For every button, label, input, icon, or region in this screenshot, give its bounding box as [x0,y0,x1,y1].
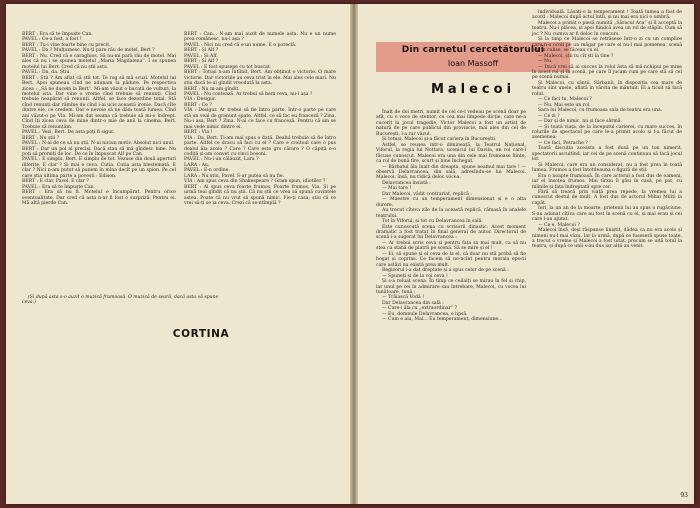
paragraph: BERT : Via ! [184,130,213,136]
paragraph: PAVEL : E fost spusepe cu tot buscat. [184,64,272,70]
closing-title: CORTINA [172,328,230,340]
paragraph: BERT : Era să te împuște Can. [22,32,93,37]
paragraph: — Bărbatul ăla înalt din dreapta, spune neamul mai tare ! — observă Delavrancea, din sală, adresîndu-se lui Malecoi. Malecoi, însă, nu ridică deloc vocea. [376,164,526,181]
paragraph: BERT : Ai spus ceva foarte frumos. Foarte frumos, Via. Și pe urmă teai gîndit că nu știi. Că nu știi ce vrea să spună cuvintele astea. Poate că nu vrut să spună nimic. Fie-ți casa, știu că ce vrei să-ți se ia ceva. Crezi că se-ntîmplă ? [184,184,336,207]
paragraph: — Nu. Mai este un rol. [538,102,591,108]
paragraph: — Dacă vrei să ai succes la rolul ăsta să mă-nchipui pe mine în acest rol și în scenă, pe care îl jucam cum pe care stă să cel pe scenă numai. [532,64,682,81]
paragraph: Fără să treacă prin viață prea repede, la vremea lui a cunoscut destul de mult. A fost dus de actorul Mihai Miliți la capăt. [532,189,682,206]
paragraph: BERT : Tu-i vine foarte bine cu precit. [22,42,111,48]
paragraph: individuală. Lăsați-o la temperament ! Toată lumea a fost de acord : Malecoi după actul întîi, și nu mai era nici o umbră. [532,10,682,21]
magazine-spread [6,4,694,504]
paragraph: Malecoi a primit o piesă numită „Săracul Aca” și îl acceptă la teatru. Nu-i plăcea, și apoi fiindcă avea un rol de stăpîn. Cum să joc ? Nu cumva ar fi deloc în concurs. [532,20,682,37]
rubric-title: Din carnetul cercetătorului [401,45,545,55]
author-name: Ioan Massoff [447,59,499,68]
paragraph: PAVEL : Nici nu cred că e un nume. E o poreclă. [184,42,297,48]
paragraph: PAVEL : Și Alf. [184,53,218,59]
paragraph: Și la timp ce Malecoi se retrăsese într-o zi cu un complice care n-o ocoli pe un măgar pe care el nu-l mai pomenea, scenă era în culise, se făceau cu el. [532,37,682,54]
play-text-column-2 [184,32,336,207]
paragraph: VIA : Desigur. [184,97,217,103]
paragraph: Regizorul i-a dat dreptate și a spus celor de pe scenă : [382,268,509,274]
paragraph: Și Malecoi, cu săntii. Sărbanii, în dispoziția cea mare de teatru sînt unele, aflată în vârsta de mântuit. El a ticsit să facă rolul. [532,80,682,97]
paragraph: Înalt de doi metri, numit de cei ce-l vedeau pe scenă doar pe atît, cu o voce de stentor, cu cea mai limpede dicție, care ne-a cucerit la jocul tragedie, Victor Malecoi a fost un artist de natură de pe care publicul din provincie, mai ales din cel de București, l-a rar văzut. [376,110,526,137]
paragraph: Și totuși, Malecoi și-a făcut cariera în Bucureștii. [382,137,497,143]
paragraph: BERT : Nu. Cred că e caraghios. Să nu-mi pară rău de motel. Mai ales că nu i se spunea motelul „Maria Magdalena”. I se spunea motelul lui Bert. Cred că nu știi asta. [22,53,176,70]
paragraph: PAVEL : Da ? Mulțumesc. Nu-ți pare rău de motel, Bert ? [22,48,155,54]
paragraph: — Malecoi, știi tu cît ști la tine ? [538,53,614,59]
paragraph: Sara lui Malecoi, cu frumoasa sala de teatru era una. [538,108,663,114]
paragraph: Dar Delavrancea din sală : [382,300,444,306]
paragraph: BERT : Nu m-am gîndit. [184,86,240,92]
paragraph: VIA : Desigur. Ar trebui să fie întro parte. Intr-o parte pe care stă un veal de granunt spate. Altfel, ce să fac eu franceză ? Zina. Nu-i asa, Bert ? Zina. N-ai ce face cu franceză. Pentru că am se mai vede nimic dintre ei. [184,108,336,130]
paragraph: — Trăiască Vodă ! [382,295,425,301]
paragraph: Ieri, la un an de la moarte, prietenii lui au spus o rugăciune. S-au adunat cîțiva care au fost în scenă cu el, și mai erau și cei care l-au ajutat. [532,206,682,223]
paragraph: — Ce e, Malecoi ? [538,222,580,228]
paragraph: PAVEL : Da, da. Știu. [22,70,71,76]
paragraph: PAVEL : Vezi, Bert. De asta poți fi sigur. [22,130,115,136]
paragraph: BERT : Can... N-am mai auzit de numele asta. Nu e un nume prea românesc, nu-i așa ? [184,32,336,43]
paragraph: BERT : E clar, Pavel. E clar ? [22,179,89,185]
left-page [6,4,350,504]
article-column-2 [532,10,682,250]
paragraph: BERT : Și Alf ? [184,59,219,65]
article-column-1 [376,110,526,323]
paragraph: PAVEL : N-ai de ce să nu știi. N-ai niciun motiv. Absolut nici unul. [22,141,175,147]
paragraph: — Ei, să spune și el ceva de la el, că doar nu stă probă să fie bogat și coprins. Ce facem să ne-ncînt pentru morala epocii care astăzi nu există prea mult. [376,251,526,268]
paragraph: Toată discuția aceasta a fost dusă pe un ton nimerit, spectatorii ascultînd, iar cei de pe scenă continuau să facă jocul lor. [532,146,682,163]
paragraph: Și Malecoi, care era un considerat, nu a fost prea în toată lumea. Frumos a fost întotdeauna o figură de stil. [532,162,682,174]
right-page [358,4,694,504]
paragraph: — Cum e aia, Mal... Eu temperament, dimensiune... [382,317,503,323]
paragraph: VIA : Am spus ceva din Shakespeare ? Gram spun, idiotilor ? [184,179,326,185]
paragraph: — Dar și de nimic, nu și face sârmă. [538,119,622,125]
paragraph: LARA : Nu știu, Pavel. S-ar putea să nu fie. [184,173,285,179]
paragraph: Și s-a reluat scena. În timp ce ceilalți se mirau în fel și chip, iar unul pe cei în admirare sau întrebare, Malecoi, cu vocea lui tunătoare, tună : [376,279,526,295]
paragraph: BERT : Ce ? [184,102,212,108]
paragraph: BERT : Nu știi ? [22,135,60,141]
paragraph: Tot în Viforul, și tot cu Delavrancea în sală. [382,219,483,225]
paragraph: — Spuneți și de la voi ceva ! [382,273,448,279]
paragraph: BERT : Totuși n-am întîlnit, Bert. Am obținut o victorie. O mare victorie. Dar victoriile au ceva trist în ele. Mai ales cele mari. Nu știu dacă te-ai gîndit vreodată la asta. [184,70,336,87]
paragraph: LARA : Au. [184,162,210,168]
paragraph: — Care-i ăla cu „extraordinar” ? [382,306,458,312]
paragraph: — Nu. [538,59,553,65]
paragraph: PAVEL : Nu-i un călăuzit, Lara ? [184,157,259,163]
paragraph: — Ce faci, Petrache ? [538,140,588,146]
play-text-column-1 [22,32,176,207]
paragraph: Malecoi însă, deși răspunse liniștit, dădea ca nu era acolo și nimeni nu-l mai văzu. Iar la urmă, după ce fuseseră spuse toate, a trecut o vreme și Malecoi a fost uitat, precum se uită totul la teatru, și după ce unii s-au dus iar alții au venit. [532,228,682,250]
book-gutter [350,4,358,504]
paragraph: — Ce zi ? [538,113,560,119]
paragraph: PAVEL : E simplu, Bert. E simplu de tot. Vezuse din două aperturi diferite. E clar ? Și mai e ceva. Cutia. Cutia asta blestemată. E clar ? Nici n-am putut să punem în mîna decît pe un spion. Pe cel care știa ultima parte a povești : Edison. [22,157,176,179]
paragraph: — Ar trebui scris ceva și pentru fața sa mai mult, ca să nu stea ca stană de piatră pe scenă. Să se mire și el ! [376,240,526,252]
paragraph: Delavrancea insistă : [382,180,431,186]
page-number: 93 [680,492,688,499]
paragraph: — Eu, domnule Delavrancea, e lipsă. [382,311,468,317]
paragraph: BERT : Era să nu fi. Motelul e încumpărat. Pentru orice eventualitate. Dar cred că asta n-ar fi fost o surpriză. Pentru ei. Mă altă pierde Can. [22,190,176,207]
paragraph: PAVEL : Nu contează. Ar trebui să bem ceva, nu-i așa ? [184,91,313,97]
paragraph: — Și toată viața, de la începutul carierei, cu mare succes, în rolurile de spectacol pe care le-a primit acolo și l-a făcut de asemenea. [532,124,682,141]
paragraph: — Ce faci tu, Malecoi ? [538,97,592,103]
paragraph: PAVEL : Era să te împuște Can. [22,184,96,190]
paragraph: — Mai tare ! [382,186,412,192]
paragraph: Au trecut cîteva zile de la această replică, rămasă în analele teatrului. [376,208,526,219]
paragraph: BERT : Dar un pol al preciși. Dacă stau să mă gîndesc bine. Nu poți să promiți de loc. De ce în împușcat Alf pe Can. [22,146,176,157]
paragraph: Era o noapte frumoasă. În care actorul a fost dus de oameni, iar el însoțea frumos. Mai tîrziu îl găsi în casă, pe pat, cu mîinile și fața îndreptată spre cer. [532,173,682,190]
article-title: Malecoi [430,82,516,97]
paragraph: Este cunoscută scena cu scrisorii dinastic. Acest moment dramatic a fost tratat în final general de autor. Directorul de scenă i-a sugerat lui Delavrancea : [376,224,526,241]
stage-direction: (Și după asta s-o auzit o muzică frumoasă. O muzică de seară, dacă asta vă spune ceva.) [22,295,219,306]
paragraph: Astfel, se reușea intr-o dimineață, la Teatrul Național, Viforul, la regia lui Nottara, ucenicul lui Davila, un rol care-l făcuse cunoscut. Malecoi era una din cele mai frumoase ființe, ca rol de bună fire, scurt și bine închegat. [376,142,526,165]
paragraph: Dar Malecoi, vădit contrariat, replică : [382,191,472,197]
paragraph: BERT : Și Alf ? [184,48,219,54]
paragraph: PAVEL : Ce-a fost, a fost ! [22,37,82,43]
paragraph: — Maestre cu un temperament dimensionat și e o alta durere. [376,197,526,208]
paragraph: PAVEL : E-n ordine. [184,168,230,174]
paragraph: BERT : Știi ? Am aflat că știi tot. Te rog să mă scuzi. Motelul lui Bert. Apoi spuneau cînd ne adunam la pădure. Pe respectiva zicea : „Să ne ducem la Bert”. Mi-am văzut o bucată de vulturi, la motelul ista. Dar vine o vreme cînd trebuie să renunți. Cînd trebuie neapărat să renunți. Altfel, se face dezordine total. Stă cînd renunți dar rămîne de cînd i-ai ucis această ironie. Dacă cîte dintre ele, ce credem. Dar e nevoie să ne dăm toată lumea. Cînd ani văzut-o pe Via. Mi-am dat seama că trebuie să mi-o îndrept. Cînd îți zicea ceva de mine dintr-o mie de anii la cinema, Bert. Trebuie să renunțăm. [22,75,176,130]
paragraph: VIA : Da, Bert. Ți-am mai spus o dată. Dealul trebuie să fie întro parte. Altfel ce dracu să faci cu el ? Care e croitoul care o pus dealul ăla acolo ? Care ? Care este gro cărare ? O căpiță e-o codiță și-am convet cu cinci bosoni. [184,135,336,157]
